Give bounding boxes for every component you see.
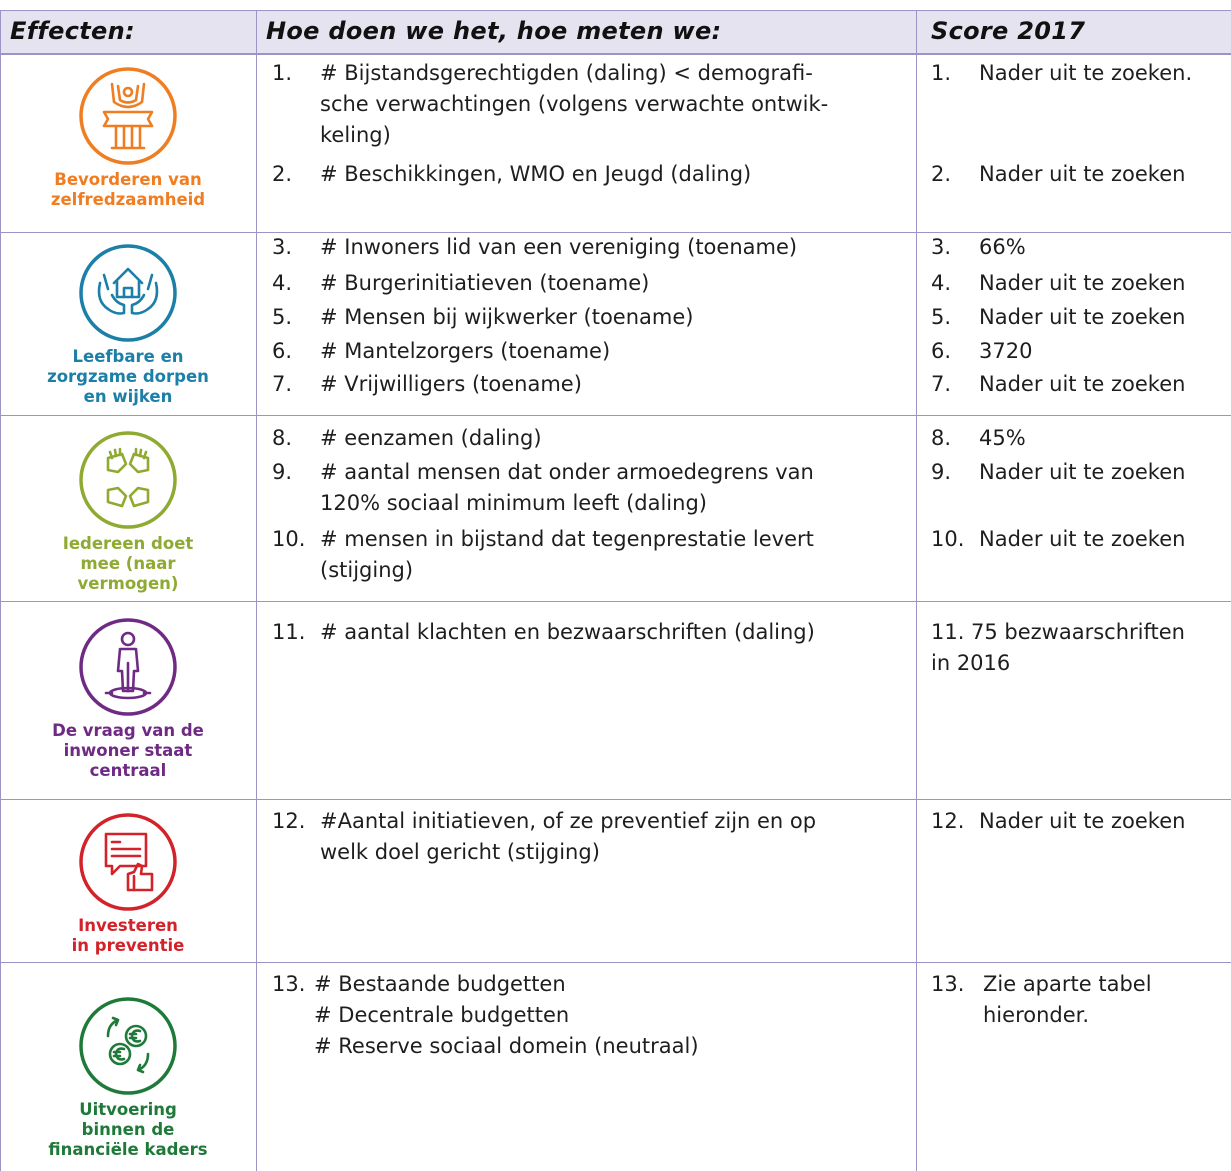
measure-item: 6. # Mantelzorgers (toename) (272, 339, 611, 363)
row-divider (0, 415, 1231, 416)
measure-item: 13. # Bestaande budgetten # Decentrale budgetten # Reserve sociaal domein (neutraal) (272, 972, 699, 1058)
header-hoe-meten: Hoe doen we het, hoe meten we: (266, 17, 722, 45)
effect-label: Uitvoering binnen de financiële kaders (48, 1100, 208, 1159)
score-item: 3. 66% (931, 235, 1026, 259)
four-hands-icon (78, 430, 178, 530)
measure-item: 4. # Burgerinitiatieven (toename) (272, 271, 650, 295)
score-item: 2. Nader uit te zoeken (931, 162, 1186, 186)
column-divider-1 (256, 10, 257, 1171)
raised-arms-pillar-icon (78, 66, 178, 166)
row-divider (0, 799, 1231, 800)
effect-cell-iedereen-doet-mee (0, 430, 256, 594)
column-divider-2 (916, 10, 917, 1171)
score-item: 5. Nader uit te zoeken (931, 305, 1186, 329)
score-item: 7. Nader uit te zoeken (931, 372, 1186, 396)
header-effecten: Effecten: (10, 17, 135, 45)
effect-cell-leefbare-dorpen (0, 243, 256, 407)
effect-cell-vraag-inwoner (0, 617, 256, 781)
measure-item: 8. # eenzamen (daling) (272, 426, 542, 450)
score-item: 1. Nader uit te zoeken. (931, 61, 1193, 85)
euro-coins-icon (78, 996, 178, 1096)
score-item: 10. Nader uit te zoeken (931, 527, 1186, 551)
person-target-icon (78, 617, 178, 717)
hands-house-icon (78, 243, 178, 343)
measure-item: 1. # Bijstandsgerechtigden (daling) < demografi- sche verwachtingen (volgens verwachte ontwik- keling) (272, 61, 829, 147)
row-divider (0, 962, 1231, 963)
effect-cell-financiele-kaders (0, 996, 256, 1160)
row-divider (0, 601, 1231, 602)
score-item: 12. Nader uit te zoeken (931, 809, 1186, 833)
effect-label: Iedereen doet mee (naar vermogen) (62, 534, 194, 593)
score-item: 13. Zie aparte tabel hieronder. (931, 972, 1152, 1027)
table-header (0, 10, 1231, 55)
score-item: 8. 45% (931, 426, 1026, 450)
measure-item: 3. # Inwoners lid van een vereniging (toename) (272, 235, 798, 259)
effect-label: De vraag van de inwoner staat centraal (52, 721, 204, 780)
effect-label: Investeren in preventie (71, 916, 185, 955)
header-score: Score 2017 (931, 17, 1086, 45)
measure-item: 12. #Aantal initiatieven, of ze preventief zijn en op welk doel gericht (stijging) (272, 809, 817, 864)
score-item: 6. 3720 (931, 339, 1033, 363)
measure-item: 5. # Mensen bij wijkwerker (toename) (272, 305, 694, 329)
measure-item: 2. # Beschikkingen, WMO en Jeugd (daling) (272, 162, 752, 186)
measure-item: 9. # aantal mensen dat onder armoedegrens van 120% sociaal minimum leeft (daling) (272, 460, 814, 515)
effect-label: Bevorderen van zelfredzaamheid (50, 170, 206, 209)
speech-thumbs-up-icon (78, 812, 178, 912)
measure-item: 10. # mensen in bijstand dat tegenprestatie levert (stijging) (272, 527, 814, 582)
effect-cell-zelfredzaamheid (0, 66, 256, 210)
effect-label: Leefbare en zorgzame dorpen en wijken (47, 347, 209, 406)
measure-item: 11. # aantal klachten en bezwaarschriften (daling) (272, 620, 815, 644)
score-item: 11. 75 bezwaarschriften in 2016 (931, 620, 1185, 675)
measure-item: 7. # Vrijwilligers (toename) (272, 372, 582, 396)
score-item: 9. Nader uit te zoeken (931, 460, 1186, 484)
effect-cell-preventie (0, 812, 256, 956)
score-item: 4. Nader uit te zoeken (931, 271, 1186, 295)
